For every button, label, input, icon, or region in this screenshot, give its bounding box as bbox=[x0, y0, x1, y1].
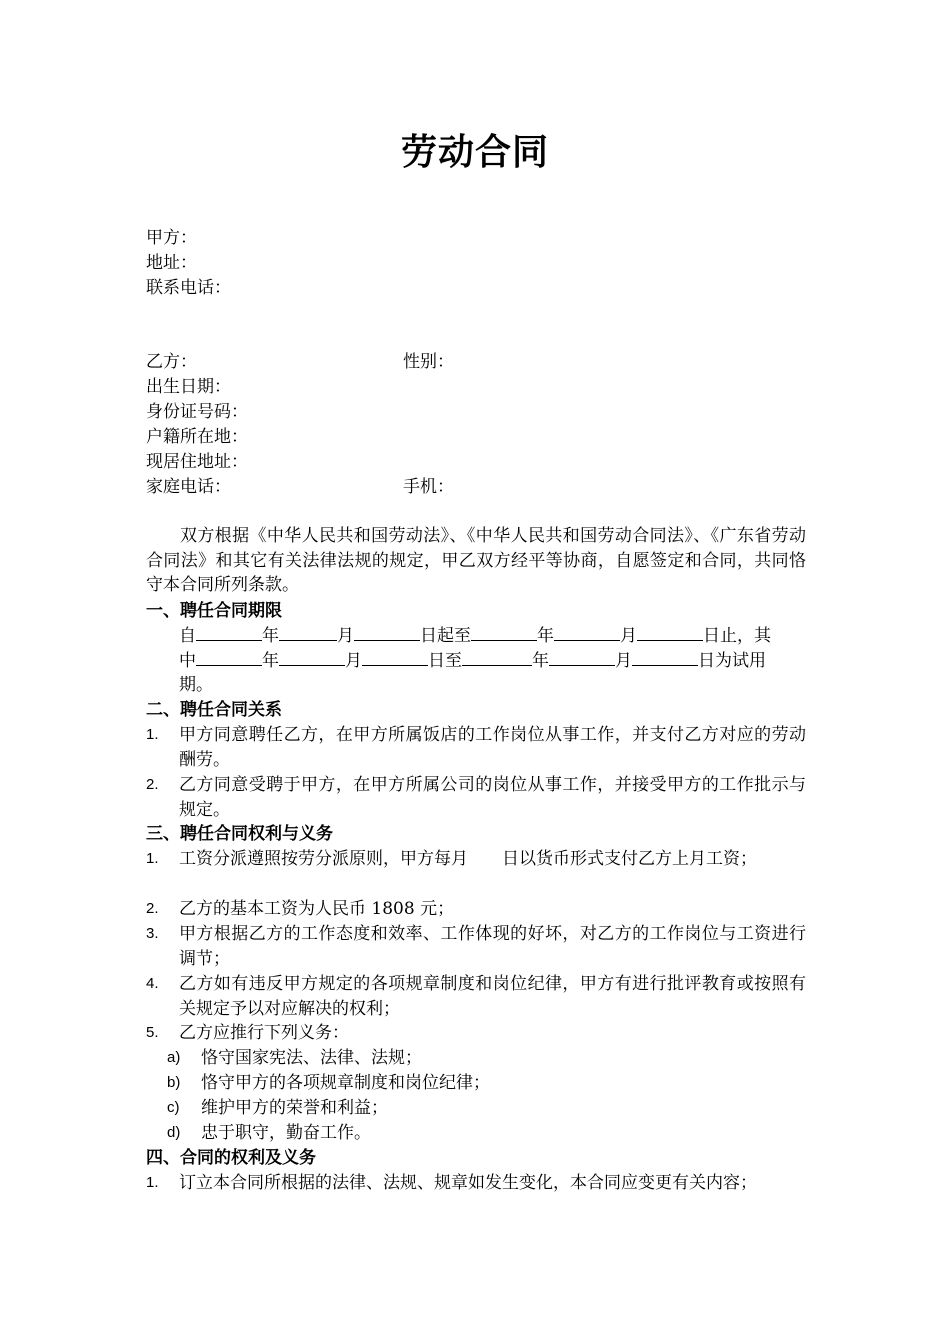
list-item-number: 4. bbox=[146, 975, 159, 992]
term-year-unit: 年 bbox=[537, 626, 554, 646]
list-item-text: 乙方的基本工资为人民币 1808 元； bbox=[179, 899, 455, 919]
party-b-name-label: 乙方： bbox=[146, 352, 197, 372]
list-item-number: 2. bbox=[146, 776, 159, 793]
start-day-blank[interactable] bbox=[354, 624, 420, 641]
list-item bbox=[146, 922, 806, 971]
party-b-gender-label: 性别： bbox=[403, 352, 454, 372]
list-item bbox=[146, 723, 806, 772]
list-item-number: 1. bbox=[146, 850, 159, 867]
party-b-birth-label: 出生日期： bbox=[146, 377, 231, 397]
list-item-number: 5. bbox=[146, 1024, 159, 1041]
party-b-residence-label: 现居住地址： bbox=[146, 452, 248, 472]
party-b-home-phone-label: 家庭电话： bbox=[146, 477, 231, 497]
sub-list-item-letter: b) bbox=[167, 1074, 181, 1091]
section-2-heading: 二、聘任合同关系 bbox=[146, 700, 282, 720]
term-month-unit: 月 bbox=[620, 626, 637, 646]
contract-term-line-1 bbox=[179, 624, 806, 649]
term-day-end: 日止，其 bbox=[703, 626, 771, 646]
list-item-text: 乙方如有违反甲方规定的各项规章制度和岗位纪律，甲方有进行批评教育或按照有关规定予以对应解决的权利； bbox=[179, 974, 806, 1019]
list-item-text: 甲方同意聘任乙方，在甲方所属饭店的工作岗位从事工作，并支付乙方对应的劳动酬劳。 bbox=[179, 725, 806, 770]
trial-month-unit: 月 bbox=[345, 650, 362, 671]
sub-list-item bbox=[167, 1071, 806, 1096]
intro-paragraph: 双方根据《中华人民共和国劳动法》、《中华人民共和国劳动合同法》、《广东省劳动合同法》和其它有关法律法规的规定，甲乙双方经平等协商，自愿签定和合同，共同恪守本合同所列条款。 bbox=[146, 526, 806, 595]
section-4-heading: 四、合同的权利及义务 bbox=[146, 1148, 316, 1168]
list-item bbox=[146, 847, 806, 872]
list-item-number: 1. bbox=[146, 726, 159, 743]
sub-list-item-letter: d) bbox=[167, 1124, 181, 1141]
contract-term-dates bbox=[179, 624, 806, 698]
party-a-phone-label: 联系电话： bbox=[146, 278, 231, 298]
sub-list-item bbox=[167, 1046, 806, 1071]
list-item-text: 甲方根据乙方的工作态度和效率、工作体现的好坏，对乙方的工作岗位与工资进行调节； bbox=[179, 924, 806, 969]
list-item-number: 3. bbox=[146, 925, 159, 942]
list-item-number: 1. bbox=[146, 1174, 159, 1191]
end-day-blank[interactable] bbox=[637, 624, 703, 641]
party-b-id-label: 身份证号码： bbox=[146, 402, 248, 422]
trial-year-unit: 年 bbox=[262, 650, 279, 671]
term-month-unit: 月 bbox=[337, 626, 354, 646]
trial-start-year-blank[interactable] bbox=[196, 649, 262, 666]
trial-start-month-blank[interactable] bbox=[279, 649, 345, 666]
party-a-name-label: 甲方： bbox=[146, 228, 197, 248]
trial-end-year-blank[interactable] bbox=[462, 649, 532, 666]
term-from: 自 bbox=[179, 626, 196, 646]
list-item bbox=[146, 972, 806, 1021]
trial-end-day-blank[interactable] bbox=[632, 649, 698, 666]
document-title: 劳动合同 bbox=[400, 131, 549, 173]
sub-list-item-text: 维护甲方的荣誉和利益； bbox=[201, 1098, 388, 1118]
trial-start-day-blank[interactable] bbox=[362, 649, 428, 666]
party-b-mobile-label: 手机： bbox=[403, 477, 454, 497]
trial-end-month-blank[interactable] bbox=[549, 649, 615, 666]
term-middle: 中 bbox=[179, 650, 196, 671]
list-item bbox=[146, 897, 806, 922]
trial-day-to: 日至 bbox=[428, 650, 462, 671]
sub-list-item-letter: c) bbox=[167, 1099, 180, 1116]
term-day-start-to: 日起至 bbox=[420, 626, 471, 646]
party-b-hukou-label: 户籍所在地： bbox=[146, 427, 248, 447]
list-item-number: 2. bbox=[146, 900, 159, 917]
sub-list-item bbox=[167, 1121, 806, 1146]
sub-list-item bbox=[167, 1096, 806, 1121]
list-item-text: 乙方同意受聘于甲方，在甲方所属公司的岗位从事工作，并接受甲方的工作批示与规定。 bbox=[179, 775, 806, 820]
list-item bbox=[146, 1171, 806, 1196]
section-3-heading: 三、聘任合同权利与义务 bbox=[146, 824, 333, 844]
list-item bbox=[146, 773, 806, 822]
list-item bbox=[146, 1021, 806, 1046]
contract-term-line-3: 期。 bbox=[179, 675, 213, 695]
list-item-text: 乙方应推行下列义务： bbox=[179, 1023, 349, 1043]
end-month-blank[interactable] bbox=[554, 624, 620, 641]
sub-list-item-text: 恪守甲方的各项规章制度和岗位纪律； bbox=[201, 1073, 490, 1093]
party-a-address-label: 地址： bbox=[146, 253, 197, 273]
trial-day-end: 日为试用 bbox=[698, 650, 766, 671]
sub-list-item-text: 忠于职守，勤奋工作。 bbox=[201, 1123, 371, 1143]
contract-term-line-2 bbox=[179, 649, 806, 674]
sub-list-item-text: 恪守国家宪法、法律、法规； bbox=[201, 1048, 422, 1068]
start-month-blank[interactable] bbox=[279, 624, 337, 641]
list-item-text: 订立本合同所根据的法律、法规、规章如发生变化，本合同应变更有关内容； bbox=[179, 1173, 757, 1193]
end-year-blank[interactable] bbox=[471, 624, 537, 641]
trial-year-unit: 年 bbox=[532, 650, 549, 671]
term-year-unit: 年 bbox=[262, 626, 279, 646]
list-item-text: 工资分派遵照按劳分派原则，甲方每月 日以货币形式支付乙方上月工资； bbox=[179, 849, 757, 869]
start-year-blank[interactable] bbox=[196, 624, 262, 641]
trial-month-unit: 月 bbox=[615, 650, 632, 671]
section-1-heading: 一、聘任合同期限 bbox=[146, 601, 282, 621]
sub-list-item-letter: a) bbox=[167, 1049, 181, 1066]
